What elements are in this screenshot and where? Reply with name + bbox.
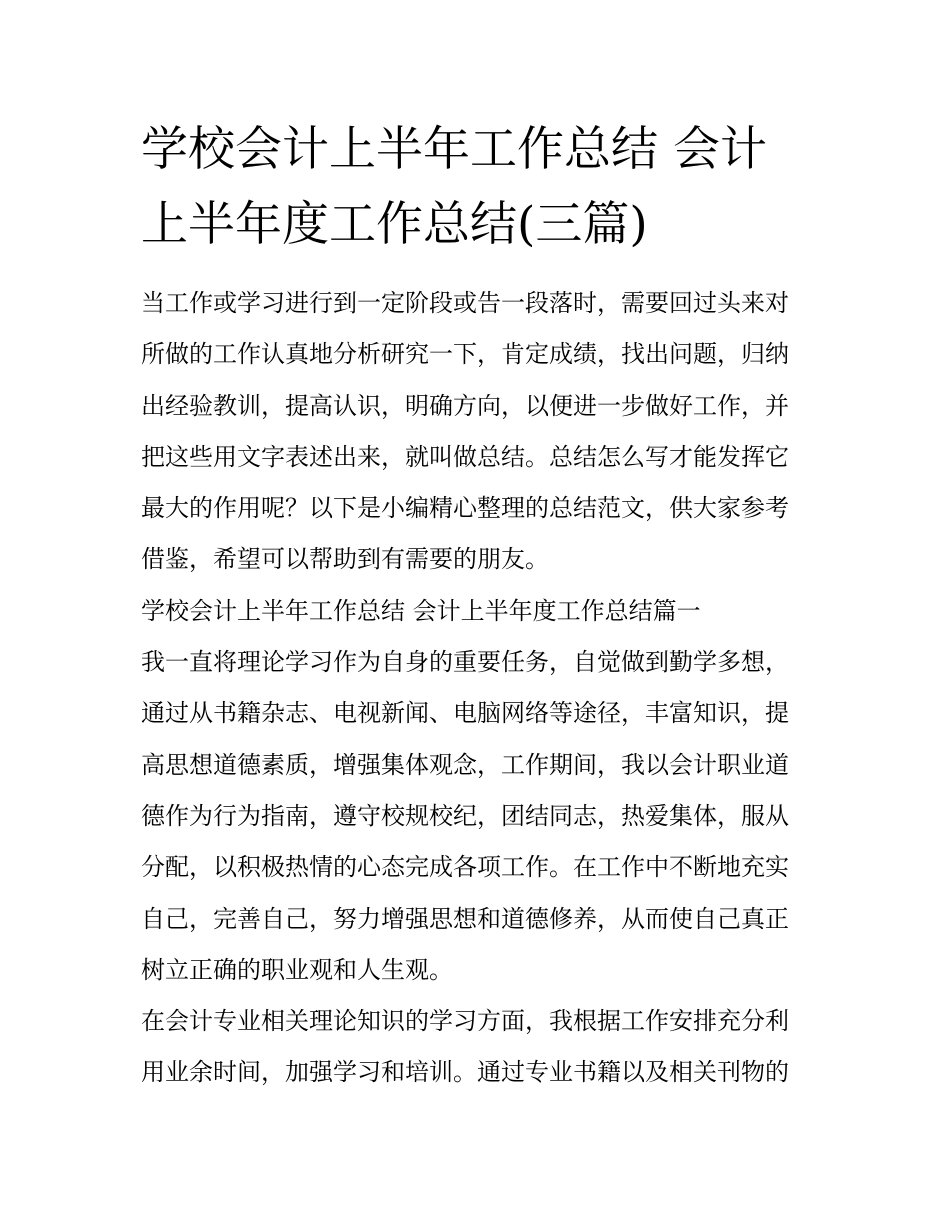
body-line: 用业余时间，加强学习和培训。通过专业书籍以及相关刊物的 (141, 1058, 789, 1087)
body-line: 在会计专业相关理论知识的学习方面，我根据工作安排充分利 (141, 1007, 789, 1036)
body-line: 树立正确的职业观和人生观。 (141, 955, 453, 984)
body-line: 最大的作用呢？以下是小编精心整理的总结范文，供大家参考 (141, 494, 789, 523)
body-line: 分配，以积极热情的心态完成各项工作。在工作中不断地充实 (141, 853, 789, 882)
title-line: 学校会计上半年工作总结 会计 (141, 122, 767, 177)
body-line: 借鉴，希望可以帮助到有需要的朋友。 (141, 545, 549, 574)
body-line: 自己，完善自己，努力增强思想和道德修养，从而使自己真正 (141, 904, 789, 933)
body-line: 通过从书籍杂志、电视新闻、电脑网络等途径，丰富知识，提 (141, 699, 789, 728)
title-line: 上半年度工作总结(三篇) (141, 197, 648, 252)
body-line: 把这些用文字表述出来，就叫做总结。总结怎么写才能发挥它 (141, 442, 789, 471)
body-line: 出经验教训，提高认识，明确方向，以便进一步做好工作，并 (141, 391, 789, 420)
body-line: 所做的工作认真地分析研究一下，肯定成绩，找出问题，归纳 (141, 340, 789, 369)
body-line: 我一直将理论学习作为自身的重要任务，自觉做到勤学多想， (141, 648, 789, 677)
document-title (141, 112, 813, 262)
body-line: 德作为行为指南，遵守校规校纪，团结同志，热爱集体，服从 (141, 801, 789, 830)
body-line: 高思想道德素质，增强集体观念，工作期间，我以会计职业道 (141, 750, 789, 779)
body-line: 当工作或学习进行到一定阶段或告一段落时，需要回过头来对 (141, 289, 789, 317)
document-body (141, 278, 813, 1099)
section-heading: 学校会计上半年工作总结 会计上半年度工作总结篇一 (141, 596, 701, 625)
